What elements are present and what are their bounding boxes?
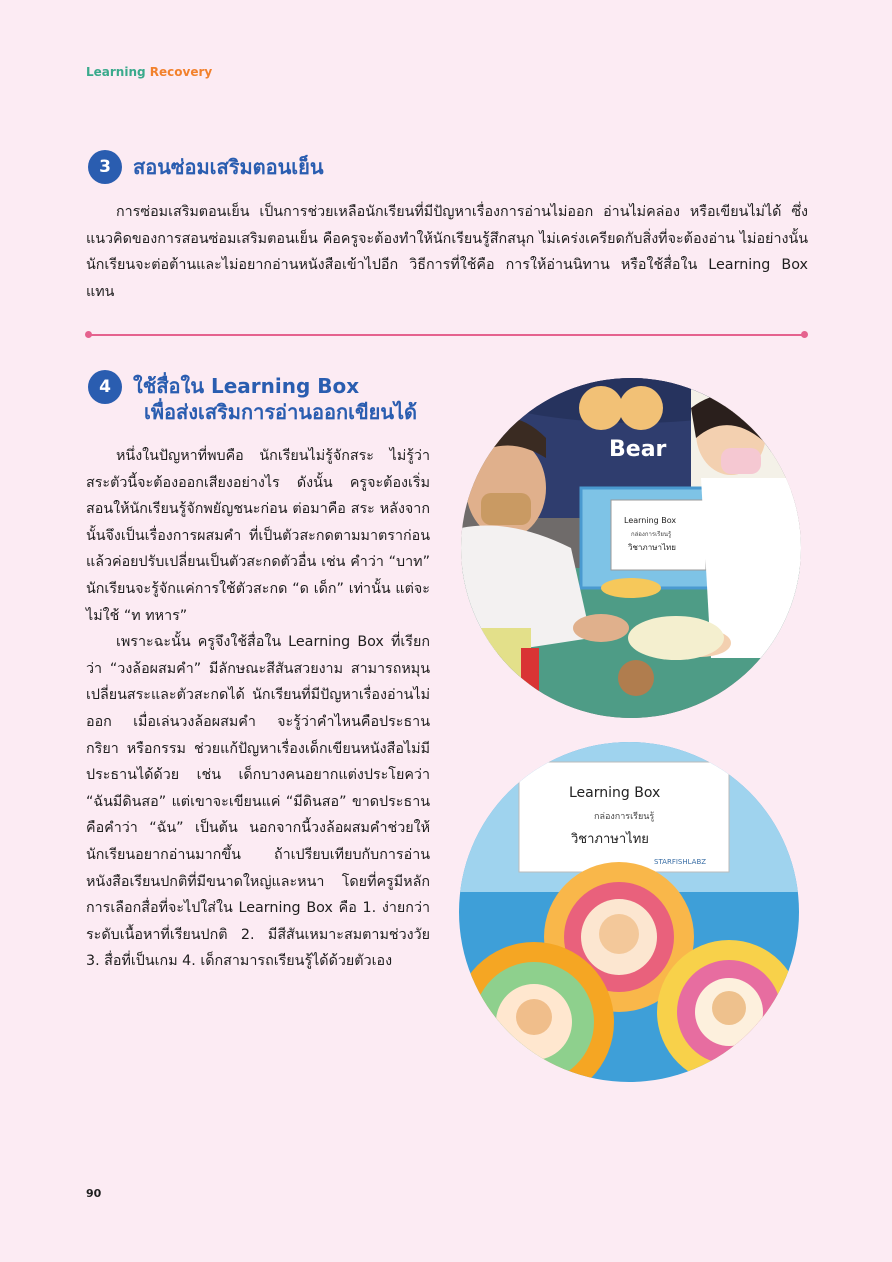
section-4-body [86,443,430,975]
photo1-box-sub: กล่องการเรียนรู้ [631,531,672,538]
page-number: 90 [86,1187,102,1200]
section-3-body [86,199,808,305]
section-3-paragraph: การซ่อมเสริมตอนเย็น เป็นการช่วยเหลือนักเรียนที่มีปัญหาเรื่องการอ่านไม่ออก อ่านไม่คล่อง หรือเขียนไม่ได้ ซึ่งแนวคิดของการสอนซ่อมเสริมตอนเย็น คือครูจะต้องทำให้นักเรียนรู้สึกสนุก ไม่เคร่งเครียดกับสิ่งที่จะต้องอ่าน ไม่อย่างนั้นนักเรียนจะต่อต้านและไม่อยากอ่านหนังสือเข้าไปอีก วิธีการที่ใช้คือ การให้อ่านนิทาน หรือใช้สื่อใน Learning Box แทน [86,204,808,300]
photo-teacher-student-illustration [461,378,801,718]
photo2-box-subject: วิชาภาษาไทย [571,832,649,847]
photo-learning-box-wheels [459,742,799,1082]
photo2-brand: STARFISHLABZ [654,858,707,866]
photo-learning-box-illustration [459,742,799,1082]
header-word-learning: Learning [86,65,146,79]
divider-right-dot [801,331,808,338]
section-4-title [133,373,417,425]
section-3-number-badge: 3 [88,150,122,184]
running-header [86,65,212,79]
photo1-box-title: Learning Box [624,516,677,525]
photo2-box-title: Learning Box [569,785,661,801]
photo-teacher-student [461,378,801,718]
section-4-paragraph-2: เพราะฉะนั้น ครูจึงใช้สื่อใน Learning Box ที่เรียกว่า “วงล้อผสมคำ” มีลักษณะสีสันสวยงาม สามารถหมุนเปลี่ยนสระและตัวสะกดได้ นักเรียนที่มีปัญหาเรื่องอ่านไม่ออก เมื่อเล่นวงล้อผสมคำ จะรู้ว่าคำไหนคือประธาน กริยา หรือกรรม ช่วยแก้ปัญหาเรื่องเด็กเขียนหนังสือไม่มีประธานได้ด้วย เช่น เด็กบางคนอยากแต่งประโยคว่า “ฉันมีดินสอ” แต่เขาจะเขียนแค่ “มีดินสอ” ขาดประธาน คือคำว่า “ฉัน” เป็นต้น นอกจากนี้วงล้อผสมคำช่วยให้นักเรียนอยากอ่านมากขึ้น ถ้าเปรียบเทียบกับการอ่านหนังสือเรียนปกติที่มีขนาดใหญ่และหนา โดยที่ครูมีหลักการเลือกสื่อที่จะไปใส่ใน Learning Box คือ 1. ง่ายกว่าระดับเนื้อหาที่เรียนปกติ 2. มีสีสันเหมาะสมตามช่วงวัย 3. สื่อที่เป็นเกม 4. เด็กสามารถเรียนรู้ได้ด้วยตัวเอง [86,634,431,970]
bear-label: Bear [609,437,667,462]
section-divider [88,334,806,336]
section-4-title-line1: ใช้สื่อใน Learning Box [133,374,360,398]
section-3-title: สอนซ่อมเสริมตอนเย็น [133,155,324,179]
section-4-paragraph-1: หนึ่งในปัญหาที่พบคือ นักเรียนไม่รู้จักสระ ไม่รู้ว่าสระตัวนี้จะต้องออกเสียงอย่างไร ดังนั้น ครูจะต้องเริ่มสอนให้นักเรียนรู้จักพยัญชนะก่อน ต่อมาคือ สระ หลังจากนั้นจึงเป็นเรื่องการผสมคำ ที่เป็นตัวสะกดตามมาตราก่อน แล้วค่อยปรับเปลี่ยนเป็นตัวสะกดตัวอื่น เช่น คำว่า “บาท” นักเรียนจะรู้จักแค่การใช้ตัวสะกด “ด เด็ก” เท่านั้น แต่จะไม่ใช้ “ท ทหาร” [86,448,430,624]
photo2-box-sub: กล่องการเรียนรู้ [594,812,655,822]
header-word-recovery: Recovery [149,65,213,79]
section-4-number-badge: 4 [88,370,122,404]
photo1-box-subject: วิชาภาษาไทย [628,543,676,552]
section-4-title-line2: เพื่อส่งเสริมการอ่านออกเขียนได้ [144,400,418,424]
